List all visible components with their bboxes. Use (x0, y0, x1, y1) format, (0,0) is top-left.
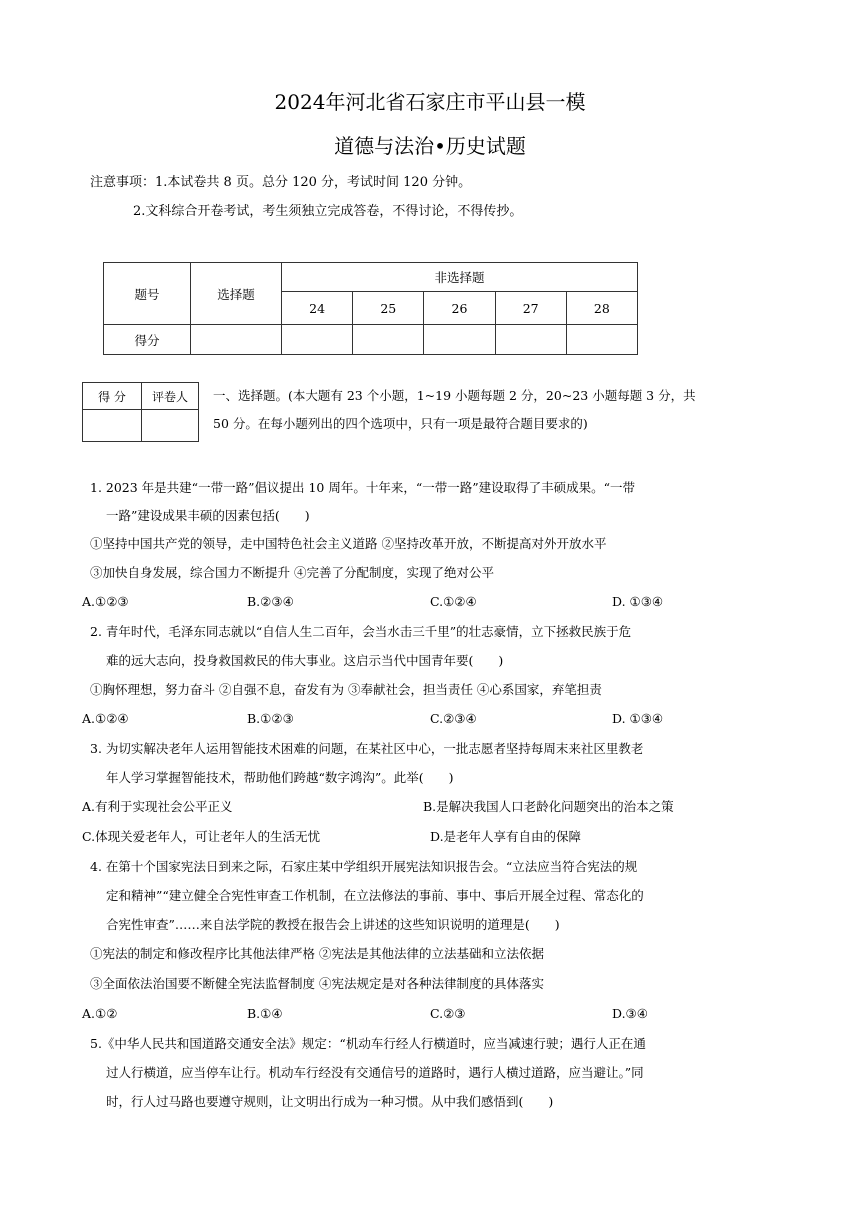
col-24: 24 (282, 292, 353, 325)
question-2-line-2: 难的远大志向，投身救国救民的伟大事业。这启示当代中国青年要( ) (106, 653, 504, 668)
question-3-option-b: B.是解决我国人口老龄化问题突出的治本之策 (423, 799, 674, 814)
grader-box (82, 382, 199, 442)
question-2-option-d: D. ①③④ (612, 711, 664, 726)
grader-score-label: 得 分 (83, 383, 142, 410)
question-2-option-a: A.①②④ (82, 711, 129, 726)
header-non-choice: 非选择题 (282, 263, 638, 292)
question-1-option-d: D. ①③④ (612, 594, 664, 609)
col-28: 28 (566, 292, 637, 325)
question-3-option-c: C.体现关爱老年人，可让老年人的生活无忧 (82, 829, 321, 844)
question-3-option-d: D.是老年人享有自由的保障 (430, 829, 582, 844)
score-cell-24 (282, 325, 353, 355)
score-cell-26 (424, 325, 495, 355)
question-4-option-d: D.③④ (612, 1006, 648, 1021)
question-3-line-2: 年人学习掌握智能技术，帮助他们跨越“数字鸿沟”。此举( ) (106, 770, 454, 785)
question-1-statement-1: ①坚持中国共产党的领导，走中国特色社会主义道路 ②坚持改革开放，不断提高对外开放水平 (90, 536, 607, 551)
section-heading-line-1: 一、选择题。(本大题有 23 个小题，1~19 小题每题 2 分，20~23 小题每题 3 分，共 (213, 388, 696, 403)
question-1-option-a: A.①②③ (82, 594, 129, 609)
question-4-statement-1: ①宪法的制定和修改程序比其他法律严格 ②宪法是其他法律的立法基础和立法依据 (90, 946, 544, 961)
header-question-number: 题号 (104, 263, 191, 325)
question-2-option-c: C.②③④ (430, 711, 477, 726)
notice-line-2: 2.文科综合开卷考试，考生须独立完成答卷，不得讨论，不得传抄。 (133, 204, 523, 219)
question-3-line-1: 3. 为切实解决老年人运用智能技术困难的问题，在某社区中心，一批志愿者坚持每周末来社区里教老 (90, 741, 644, 756)
question-4-option-a: A.①② (82, 1006, 118, 1021)
score-cell-25 (353, 325, 424, 355)
page-subtitle: 道德与法治•历史试题 (334, 134, 526, 158)
grader-name-cell (142, 410, 199, 442)
section-heading-line-2: 50 分。在每小题列出的四个选项中，只有一项是最符合题目要求的) (213, 416, 588, 431)
question-1-line-1: 1. 2023 年是共建“一带一路”倡议提出 10 周年。十年来，“一带一路”建设取得了丰硕成果。“一带 (90, 480, 635, 495)
question-5-line-3: 时，行人过马路也要遵守规则，让文明出行成为一种习惯。从中我们感悟到( ) (106, 1094, 554, 1109)
question-1-statement-2: ③加快自身发展，综合国力不断提升 ④完善了分配制度，实现了绝对公平 (90, 565, 494, 580)
question-1-line-2: 一路”建设成果丰硕的因素包括( ) (106, 508, 310, 523)
question-4-option-b: B.①④ (247, 1006, 283, 1021)
question-4-line-3: 合宪性审查”……来自法学院的教授在报告会上讲述的这些知识说明的道理是( ) (106, 917, 560, 932)
question-1-option-c: C.①②④ (430, 594, 477, 609)
question-2-line-1: 2. 青年时代，毛泽东同志就以“自信人生二百年，会当水击三千里”的壮志豪情，立下拯救民族于危 (90, 624, 632, 639)
question-4-option-c: C.②③ (430, 1006, 466, 1021)
col-25: 25 (353, 292, 424, 325)
page-title: 2024年河北省石家庄市平山县一模 (274, 90, 586, 114)
question-4-line-2: 定和精神”“建立健全合宪性审查工作机制，在立法修法的事前、事中、事后开展全过程、常态化的 (106, 888, 644, 903)
score-table (103, 262, 638, 355)
header-choice: 选择题 (191, 263, 282, 325)
grader-label: 评卷人 (142, 383, 199, 410)
question-2-statement-1: ①胸怀理想，努力奋斗 ②自强不息，奋发有为 ③奉献社会，担当责任 ④心系国家，弃笔担责 (90, 682, 602, 697)
score-cell-27 (495, 325, 566, 355)
score-cell-28 (566, 325, 637, 355)
header-score: 得分 (104, 325, 191, 355)
question-2-option-b: B.①②③ (247, 711, 294, 726)
col-27: 27 (495, 292, 566, 325)
col-26: 26 (424, 292, 495, 325)
question-5-line-2: 过人行横道，应当停车让行。机动车行经没有交通信号的道路时，遇行人横过道路，应当避让。”同 (106, 1065, 644, 1080)
question-4-statement-2: ③全面依法治国要不断健全宪法监督制度 ④宪法规定是对各种法律制度的具体落实 (90, 976, 544, 991)
question-1-option-b: B.②③④ (247, 594, 294, 609)
question-5-line-1: 5.《中华人民共和国道路交通安全法》规定：“机动车行经人行横道时，应当减速行驶；遇行人正在通 (90, 1036, 646, 1051)
grader-score-cell (83, 410, 142, 442)
notice-line-1: 注意事项：1.本试卷共 8 页。总分 120 分，考试时间 120 分钟。 (90, 175, 472, 190)
question-4-line-1: 4. 在第十个国家宪法日到来之际，石家庄某中学组织开展宪法知识报告会。“立法应当符合宪法的规 (90, 859, 638, 874)
question-3-option-a: A.有利于实现社会公平正义 (82, 799, 233, 814)
score-cell-choice (191, 325, 282, 355)
